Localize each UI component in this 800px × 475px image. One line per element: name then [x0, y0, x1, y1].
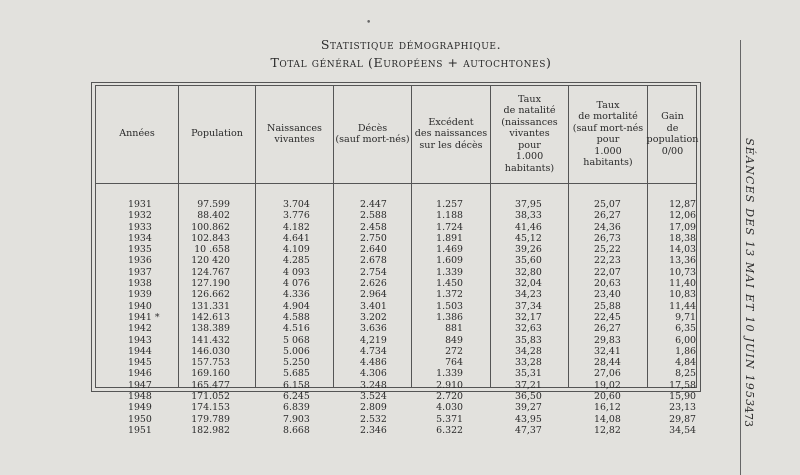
cell-excedent: 2.720	[436, 391, 463, 403]
cell-annees: 1946	[128, 368, 152, 380]
cell-natalite: 33,28	[515, 357, 542, 369]
cell-naissances: 6.245	[283, 391, 310, 403]
cell-mortalite: 26,73	[594, 232, 621, 244]
cell-gain: 12,06	[669, 210, 696, 222]
cell-excedent: 849	[445, 334, 463, 346]
cell-annees: 1937	[128, 266, 152, 278]
cell-naissances: 6.839	[283, 402, 310, 414]
cell-natalite: 36,50	[515, 391, 542, 403]
cell-deces: 2.754	[360, 266, 387, 278]
cell-gain: 34,54	[669, 424, 696, 436]
cell-mortalite: 25,07	[594, 199, 621, 210]
margin-rule	[740, 40, 741, 475]
cell-naissances: 4 093	[283, 266, 310, 278]
cell-deces: 2.640	[360, 244, 387, 256]
cell-gain: 17,58	[669, 379, 696, 391]
cell-population: 179.789	[191, 413, 230, 425]
cell-mortalite: 22,45	[594, 311, 621, 323]
cell-gain: 15,90	[669, 391, 696, 403]
cell-annees: 1936	[128, 255, 152, 267]
cell-deces: 3.524	[360, 391, 387, 403]
header-deces: Décès (sauf mort-nés)	[335, 122, 410, 145]
cell-excedent: 1.188	[436, 210, 463, 222]
cell-deces: 4.734	[360, 345, 387, 357]
cell-mortalite: 29,83	[594, 334, 621, 346]
page-number: 473	[742, 406, 755, 427]
cell-natalite: 47,37	[515, 424, 542, 436]
column-mortalite	[594, 199, 621, 436]
cell-natalite: 38,33	[515, 210, 542, 222]
cell-natalite: 32,80	[515, 266, 542, 278]
cell-deces: 3.636	[360, 323, 387, 335]
cell-mortalite: 19,02	[594, 379, 621, 391]
cell-naissances: 4 076	[283, 278, 310, 290]
table-subtitle: Total général (Européens + autochtones)	[270, 55, 552, 70]
cell-excedent: 1.450	[436, 278, 463, 290]
cell-mortalite: 20,60	[594, 391, 621, 403]
header-mortalite: Taux de mortalité (sauf mort-nés pour 1.000 habitants)	[572, 99, 644, 168]
cell-population: 124.767	[191, 266, 230, 278]
column-gain	[664, 199, 696, 436]
cell-natalite: 37,95	[515, 199, 542, 210]
cell-deces: 2.626	[360, 278, 387, 290]
cell-naissances: 4.285	[283, 255, 310, 267]
cell-naissances: 5 068	[283, 334, 310, 346]
cell-population: 157.753	[191, 357, 230, 369]
cell-gain: 18,38	[669, 232, 696, 244]
cell-gain: 14,03	[669, 244, 696, 256]
cell-annees: 1939	[128, 289, 152, 301]
cell-gain: 10,73	[669, 266, 696, 278]
cell-deces: 3.248	[360, 379, 387, 391]
cell-excedent: 1.503	[436, 300, 463, 312]
cell-annees: 1950	[128, 413, 152, 425]
cell-deces: 2.678	[360, 255, 387, 267]
cell-annees: 1942	[128, 323, 152, 335]
cell-annees: 1940	[128, 300, 152, 312]
cell-naissances: 4.182	[283, 221, 310, 233]
cell-excedent: 1.469	[436, 244, 463, 256]
cell-mortalite: 32,41	[594, 345, 621, 357]
cell-excedent: 1.339	[436, 266, 463, 278]
cell-gain: 10,83	[669, 289, 696, 301]
cell-naissances: 8.668	[283, 424, 310, 436]
cell-natalite: 35,31	[515, 368, 542, 380]
header-natalite: Taux de natalité (naissances vivantes pour 1.000 habitants)	[501, 93, 558, 174]
cell-gain: 13,36	[669, 255, 696, 267]
cell-gain: 6,35	[675, 323, 696, 335]
cell-mortalite: 14,08	[594, 413, 621, 425]
cell-population: 138.389	[191, 323, 230, 335]
cell-naissances: 5.250	[283, 357, 310, 369]
cell-naissances: 4.588	[283, 311, 310, 323]
cell-population: 97.599	[197, 199, 230, 210]
cell-naissances: 6.158	[283, 379, 310, 391]
cell-mortalite: 25,22	[594, 244, 621, 256]
cell-mortalite: 26,27	[594, 210, 621, 222]
table-title: Statistique démographique.	[320, 37, 502, 52]
cell-natalite: 32,17	[515, 311, 542, 323]
header-annees: Années	[119, 128, 155, 140]
cell-gain: 12,87	[669, 199, 696, 210]
cell-excedent: 4.030	[436, 402, 463, 414]
cell-deces: 2.750	[360, 232, 387, 244]
cell-excedent: 5.371	[436, 413, 463, 425]
cell-excedent: 6.322	[436, 424, 463, 436]
cell-population: 165.477	[191, 379, 230, 391]
column-annees	[128, 199, 160, 436]
cell-population: 182.982	[191, 424, 230, 436]
cell-annees: 1935	[128, 244, 152, 256]
cell-naissances: 4.641	[283, 232, 310, 244]
cell-mortalite: 26,27	[594, 323, 621, 335]
cell-population: 146.030	[191, 345, 230, 357]
cell-natalite: 32,63	[515, 323, 542, 335]
cell-population: 102.843	[191, 232, 230, 244]
cell-excedent: 1.609	[436, 255, 463, 267]
column-natalite	[515, 199, 542, 436]
cell-mortalite: 12,82	[594, 424, 621, 436]
cell-deces: 4,219	[360, 334, 387, 346]
cell-excedent: 1.257	[436, 199, 463, 210]
cell-excedent: 2.910	[436, 379, 463, 391]
cell-gain: 9,71	[675, 311, 696, 323]
cell-mortalite: 24,36	[594, 221, 621, 233]
column-deces	[360, 199, 387, 436]
cell-population: 126.662	[191, 289, 230, 301]
header-population: Population	[191, 128, 243, 140]
cell-naissances: 7.903	[283, 413, 310, 425]
cell-deces: 2.588	[360, 210, 387, 222]
cell-population: 120 420	[191, 255, 230, 267]
cell-mortalite: 25,88	[594, 300, 621, 312]
cell-annees: 1938	[128, 278, 152, 290]
cell-gain: 11,44	[669, 300, 696, 312]
cell-annees: 1948	[128, 391, 152, 403]
cell-gain: 29,87	[669, 413, 696, 425]
cell-population: 174.153	[191, 402, 230, 414]
cell-gain: 8,25	[675, 368, 696, 380]
cell-naissances: 4.904	[283, 300, 310, 312]
cell-deces: 2.447	[360, 199, 387, 210]
column-naissances	[283, 199, 310, 436]
cell-mortalite: 22,23	[594, 255, 621, 267]
cell-population: 100.862	[191, 221, 230, 233]
cell-naissances: 5.006	[283, 345, 310, 357]
header-excedent: Excédent des naissances sur les décès	[414, 116, 488, 151]
cell-excedent: 1.724	[436, 221, 463, 233]
cell-deces: 2.532	[360, 413, 387, 425]
cell-annees: 1947	[128, 379, 152, 391]
cell-natalite: 39,27	[515, 402, 542, 414]
cell-annees: 1941 *	[128, 311, 160, 323]
column-population	[190, 199, 230, 436]
cell-deces: 3.401	[360, 300, 387, 312]
cell-population: 169.160	[191, 368, 230, 380]
cell-naissances: 4.516	[283, 323, 310, 335]
cell-excedent: 1.339	[436, 368, 463, 380]
cell-naissances: 5.685	[283, 368, 310, 380]
cell-population: 131.331	[191, 300, 230, 312]
cell-excedent: 1.372	[436, 289, 463, 301]
cell-population: 142.613	[191, 311, 230, 323]
cell-population: 141.432	[191, 334, 230, 346]
cell-annees: 1949	[128, 402, 152, 414]
cell-mortalite: 16,12	[594, 402, 621, 414]
cell-natalite: 34,23	[515, 289, 542, 301]
cell-deces: 2.346	[360, 424, 387, 436]
cell-annees: 1933	[128, 221, 152, 233]
cell-gain: 6,00	[675, 334, 696, 346]
cell-population: 10 .658	[194, 244, 230, 256]
cell-annees: 1932	[128, 210, 152, 222]
cell-natalite: 41,46	[515, 221, 542, 233]
cell-mortalite: 27,06	[594, 368, 621, 380]
cell-natalite: 39,26	[515, 244, 542, 256]
cell-natalite: 34,28	[515, 345, 542, 357]
running-head: SÉANCES DES 13 MAI ET 10 JUIN 1953	[743, 138, 756, 408]
cell-deces: 4.306	[360, 368, 387, 380]
cell-annees: 1931	[128, 199, 152, 210]
cell-annees: 1943	[128, 334, 152, 346]
cell-natalite: 43,95	[515, 413, 542, 425]
cell-gain: 23,13	[669, 402, 696, 414]
cell-annees: 1945	[128, 357, 152, 369]
cell-gain: 11,40	[669, 278, 696, 290]
cell-deces: 2.809	[360, 402, 387, 414]
header-divider	[95, 183, 697, 184]
cell-naissances: 4.336	[283, 289, 310, 301]
cell-annees: 1951	[128, 424, 152, 436]
cell-deces: 4.486	[360, 357, 387, 369]
header-naissances: Naissances vivantes	[267, 122, 322, 145]
cell-annees: 1934	[128, 232, 152, 244]
cell-naissances: 4.109	[283, 244, 310, 256]
cell-excedent: 881	[445, 323, 463, 335]
cell-naissances: 3.776	[283, 210, 310, 222]
printer-dot: •	[366, 18, 372, 28]
header-gain: Gain de population 0/00	[646, 111, 699, 157]
cell-population: 171.052	[191, 391, 230, 403]
cell-natalite: 45,12	[515, 232, 542, 244]
cell-annees: 1944	[128, 345, 152, 357]
cell-excedent: 1.891	[436, 232, 463, 244]
column-excedent	[432, 199, 463, 436]
cell-mortalite: 28,44	[594, 357, 621, 369]
cell-mortalite: 22,07	[594, 266, 621, 278]
cell-natalite: 37,34	[515, 300, 542, 312]
cell-population: 88.402	[197, 210, 230, 222]
cell-gain: 17,09	[669, 221, 696, 233]
cell-naissances: 3.704	[283, 199, 310, 210]
cell-deces: 3.202	[360, 311, 387, 323]
cell-gain: 1,86	[675, 345, 696, 357]
cell-natalite: 32,04	[515, 278, 542, 290]
cell-excedent: 272	[445, 345, 463, 357]
cell-excedent: 1.386	[436, 311, 463, 323]
cell-population: 127.190	[191, 278, 230, 290]
cell-gain: 4,84	[675, 357, 696, 369]
cell-mortalite: 23,40	[594, 289, 621, 301]
cell-natalite: 35,83	[515, 334, 542, 346]
cell-deces: 2.458	[360, 221, 387, 233]
cell-excedent: 764	[445, 357, 463, 369]
cell-natalite: 37,21	[515, 379, 542, 391]
cell-natalite: 35,60	[515, 255, 542, 267]
cell-deces: 2.964	[360, 289, 387, 301]
cell-mortalite: 20,63	[594, 278, 621, 290]
